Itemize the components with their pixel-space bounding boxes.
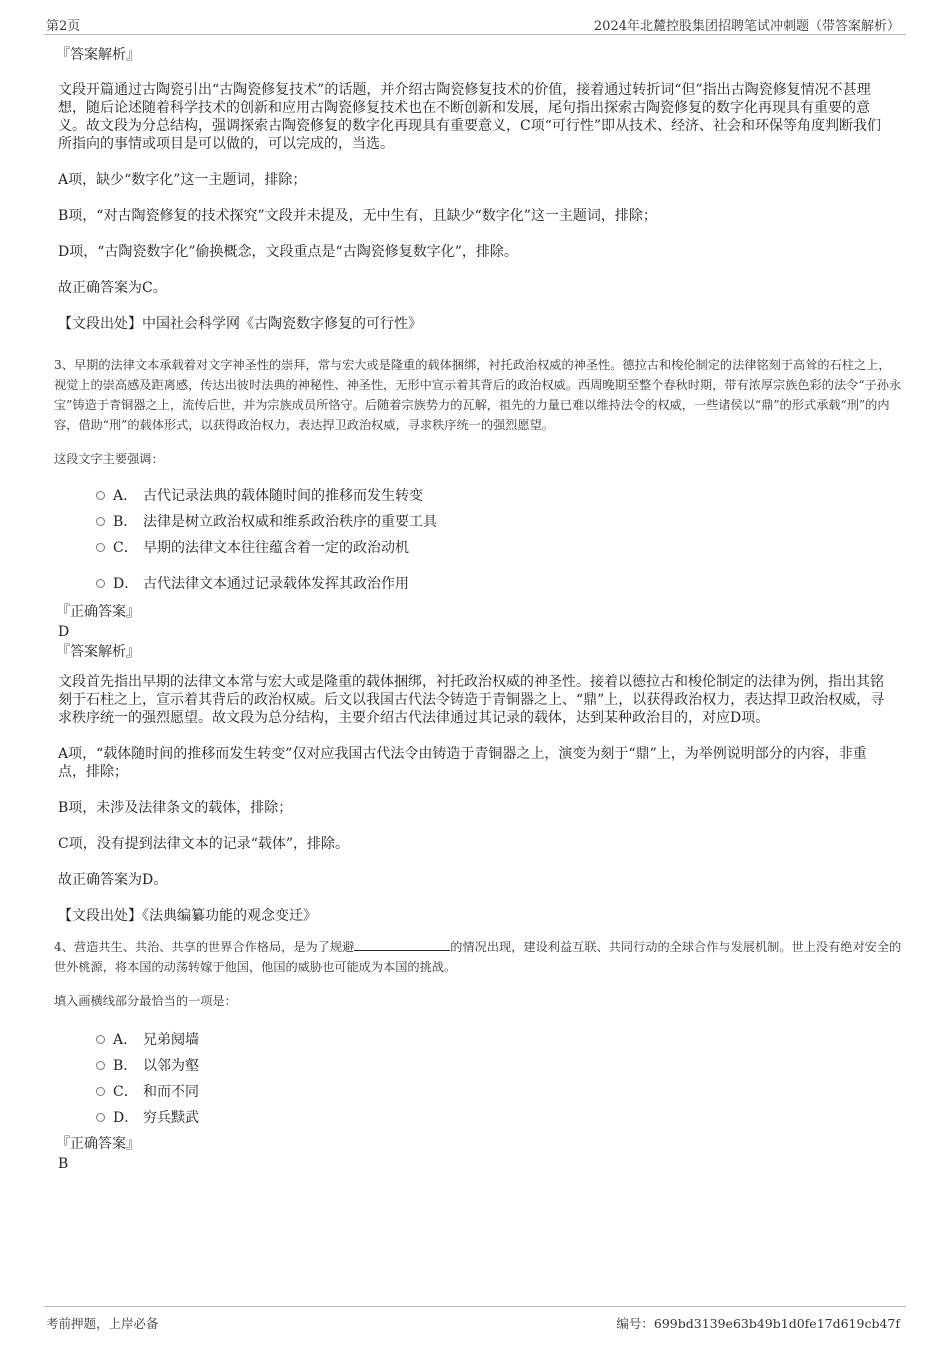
q4-option-b[interactable] bbox=[96, 1053, 950, 1079]
q3-stem: 3、早期的法律文本承载着对文字神圣性的崇拜，常与宏大或是隆重的载体捆绑，衬托政治权威的神圣性。德拉古和梭伦制定的法律铭刻于高耸的石柱之上，视觉上的崇高感及距离感，传达出彼时法典的神秘性、神圣性，无形中宣示着其背后的政治权威。西周晚期至整个春秋时期，带有浓厚宗族色彩的法令“子孙永宝”铸造于青铜器之上，流传后世，并为宗族成员所恪守。后随着宗族势力的瓦解，祖先的力量已难以维持法令的权威，一些诸侯以“鼎”的形式承载“刑”的内容，借助“刑”的载体形式，以获得政治权力，表达捍卫政治权威，寻求秩序统一的强烈愿望。 bbox=[54, 358, 902, 432]
q3-options bbox=[0, 483, 950, 597]
radio-icon[interactable] bbox=[96, 491, 105, 500]
q3-option-b-note: B项，未涉及法律条文的载体，排除； bbox=[58, 800, 293, 816]
q4-options bbox=[0, 1027, 950, 1131]
code-label: 编号： bbox=[616, 1316, 654, 1331]
q4-prompt: 填入画横线部分最恰当的一项是： bbox=[54, 994, 237, 1008]
q4-answer-label: 『正确答案』 bbox=[56, 1136, 140, 1152]
radio-icon[interactable] bbox=[96, 1035, 105, 1044]
q2-analysis-label: 『答案解析』 bbox=[56, 47, 140, 63]
radio-icon[interactable] bbox=[96, 543, 105, 552]
q2-source: 【文段出处】中国社会科学网《古陶瓷数字修复的可行性》 bbox=[58, 316, 422, 332]
option-key: A． bbox=[113, 1032, 138, 1048]
option-key: C． bbox=[113, 1084, 138, 1100]
q3-source: 【文段出处】《法典编纂功能的观念变迁》 bbox=[58, 908, 317, 924]
q3-option-c[interactable] bbox=[96, 535, 950, 561]
document-title: 2024年北麓控股集团招聘笔试冲刺题（带答案解析） bbox=[593, 19, 900, 34]
option-text: 古代法律文本通过记录载体发挥其政治作用 bbox=[143, 576, 409, 592]
option-text: 早期的法律文本往往蕴含着一定的政治动机 bbox=[143, 540, 409, 556]
q3-answer-label: 『正确答案』 bbox=[56, 604, 140, 620]
footer-slogan: 考前押题，上岸必备 bbox=[46, 1316, 159, 1331]
q3-answer: D bbox=[58, 624, 70, 640]
radio-icon[interactable] bbox=[96, 1061, 105, 1070]
option-key: A． bbox=[113, 488, 138, 504]
q3-analysis-label: 『答案解析』 bbox=[56, 644, 140, 660]
radio-icon[interactable] bbox=[96, 1113, 105, 1122]
q3-option-a[interactable] bbox=[96, 483, 950, 509]
q4-stem-after: 的情况出现，建设利益互联、共同行动的全球合作与发展机制。世上没有绝对安全的世外桃源，将本国的动荡转嫁于他国，他国的威胁也可能成为本国的挑战。 bbox=[54, 940, 902, 974]
option-text: 和而不同 bbox=[143, 1084, 199, 1100]
fill-blank-line bbox=[354, 938, 450, 951]
q4-option-a[interactable] bbox=[96, 1027, 950, 1053]
q3-option-a-note: A项，“载体随时间的推移而发生转变”仅对应我国古代法令由铸造于青铜器之上，演变为刻于“鼎”上，为举例说明部分的内容，非重点，排除； bbox=[58, 746, 867, 780]
q3-option-b[interactable] bbox=[96, 509, 950, 535]
radio-icon[interactable] bbox=[96, 517, 105, 526]
page-header bbox=[44, 14, 906, 35]
page-number: 第2页 bbox=[46, 19, 81, 34]
code-value: 699bd3139e63b49b1d0fe17d619cb47f bbox=[653, 1316, 900, 1331]
q4-stem-before: 4、营造共生、共治、共享的世界合作格局，是为了规避 bbox=[54, 940, 355, 954]
document-code bbox=[616, 1314, 900, 1332]
q2-conclusion: 故正确答案为C。 bbox=[58, 280, 167, 296]
q4-stem bbox=[54, 937, 902, 977]
q4-answer: B bbox=[58, 1156, 69, 1172]
option-text: 以邻为壑 bbox=[143, 1058, 199, 1074]
q3-analysis-text: 文段首先指出早期的法律文本常与宏大或是隆重的载体捆绑，衬托政治权威的神圣性。接着以德拉古和梭伦制定的法律为例，指出其铭刻于石柱之上，宣示着其背后的政治权威。后文以我国古代法令铸造于青铜器之上、“鼎”上，以获得政治权力，表达捍卫政治权威，寻求秩序统一的强烈愿望。故文段为总分结构，主要介绍古代法律通过其记录的载体，达到某种政治目的，对应D项。 bbox=[58, 674, 885, 726]
option-text: 穷兵黩武 bbox=[143, 1110, 199, 1126]
q2-analysis-text: 文段开篇通过古陶瓷引出“古陶瓷修复技术”的话题，并介绍古陶瓷修复技术的价值，接着通过转折词“但”指出古陶瓷修复情况不甚理想，随后论述随着科学技术的创新和应用古陶瓷修复技术也在不断创新和发展，尾句指出探索古陶瓷修复的数字化再现具有重要的意义。故文段为分总结构，强调探索古陶瓷修复的数字化再现具有重要意义，C项“可行性”即从技术、经济、社会和环保等角度判断我们所指向的事情或项目是可以做的，可以完成的，当选。 bbox=[58, 82, 882, 152]
q2-option-a-note: A项，缺少“数字化”这一主题词，排除； bbox=[58, 172, 307, 188]
q2-option-b-note: B项，“对古陶瓷修复的技术探究”文段并未提及，无中生有，且缺少“数字化”这一主题词，排除； bbox=[58, 208, 657, 224]
option-key: D． bbox=[113, 576, 139, 592]
radio-icon[interactable] bbox=[96, 579, 105, 588]
option-key: C． bbox=[113, 540, 138, 556]
q3-conclusion: 故正确答案为D。 bbox=[58, 872, 168, 888]
page-content bbox=[0, 46, 950, 1173]
option-text: 兄弟阋墙 bbox=[143, 1032, 199, 1048]
option-key: B． bbox=[113, 514, 138, 530]
page-footer bbox=[44, 1306, 906, 1333]
q4-option-c[interactable] bbox=[96, 1079, 950, 1105]
radio-icon[interactable] bbox=[96, 1087, 105, 1096]
q3-prompt: 这段文字主要强调： bbox=[54, 452, 164, 466]
q4-option-d[interactable] bbox=[96, 1105, 950, 1131]
q3-option-c-note: C项，没有提到法律文本的记录“载体”，排除。 bbox=[58, 836, 350, 852]
option-text: 法律是树立政治权威和维系政治秩序的重要工具 bbox=[143, 514, 437, 530]
option-key: D． bbox=[113, 1110, 139, 1126]
q2-option-d-note: D项，“古陶瓷数字化”偷换概念，文段重点是“古陶瓷修复数字化”，排除。 bbox=[58, 244, 518, 260]
q3-option-d[interactable] bbox=[96, 571, 950, 597]
option-key: B． bbox=[113, 1058, 138, 1074]
option-text: 古代记录法典的载体随时间的推移而发生转变 bbox=[143, 488, 423, 504]
